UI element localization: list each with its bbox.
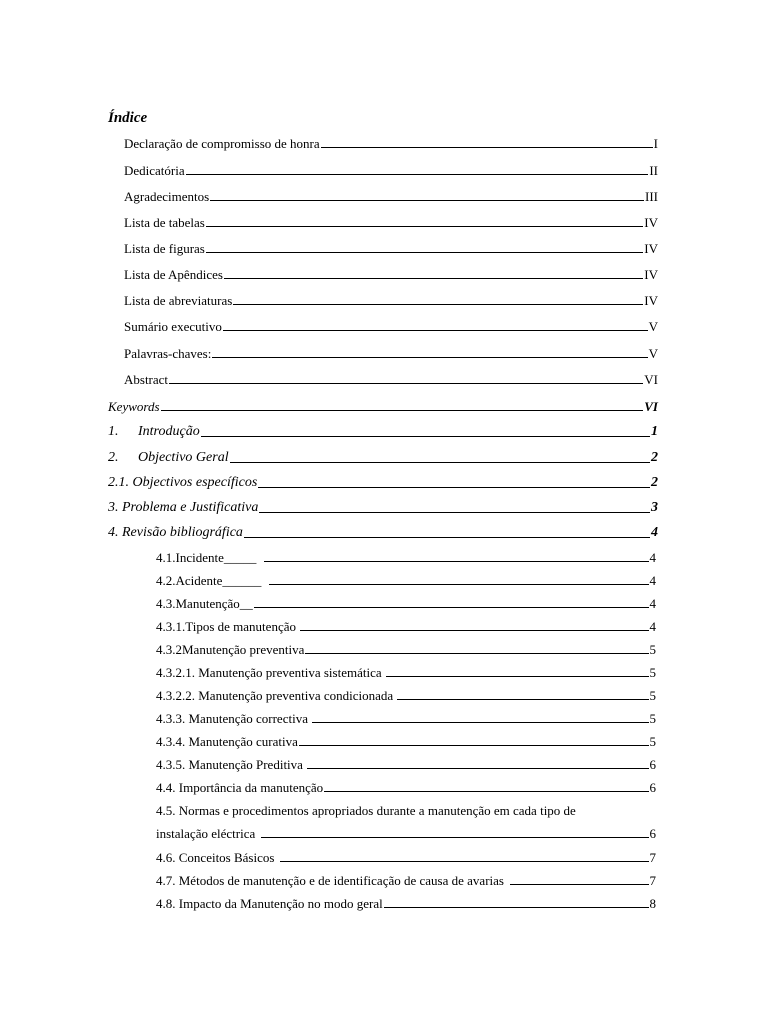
leader-line bbox=[258, 487, 650, 488]
toc-entry[interactable] bbox=[124, 373, 658, 386]
toc-entry-label: 4.6. Conceitos Básicos bbox=[156, 850, 275, 865]
toc-entry-page: 8 bbox=[649, 896, 656, 911]
toc-entry-label: Keywords bbox=[108, 399, 160, 414]
leader-line bbox=[230, 462, 650, 463]
toc-entry-label: 4.3.4. Manutenção curativa bbox=[156, 734, 298, 749]
leader-line bbox=[186, 174, 649, 175]
leader-line bbox=[324, 791, 648, 792]
leader-line bbox=[312, 722, 649, 723]
toc-entry-label: Lista de tabelas bbox=[124, 215, 205, 230]
leader-line bbox=[169, 383, 643, 384]
leader-line bbox=[397, 699, 648, 700]
toc-entry-page: 5 bbox=[649, 642, 656, 657]
toc-entry-label: 4.3.2.2. Manutenção preventiva condicionada bbox=[156, 688, 394, 703]
toc-entry-page: 7 bbox=[649, 873, 656, 888]
toc-entry-page: I bbox=[653, 136, 658, 151]
toc-subentry[interactable] bbox=[156, 689, 656, 702]
toc-entry[interactable] bbox=[124, 268, 658, 281]
toc-entry-label: 4.3.5. Manutenção Preditiva bbox=[156, 757, 303, 772]
toc-entry-page: IV bbox=[644, 241, 658, 256]
toc-entry-label: 4.3.1.Tipos de manutenção bbox=[156, 619, 296, 634]
leader-line bbox=[305, 653, 648, 654]
toc-subentry[interactable] bbox=[156, 827, 656, 840]
toc-entry-page: 3 bbox=[651, 500, 658, 515]
toc-entry-label: 4.3.2Manutenção preventiva bbox=[156, 642, 305, 657]
toc-entry-page: 6 bbox=[649, 780, 656, 795]
toc-entry-chapter[interactable] bbox=[108, 501, 658, 515]
leader-line bbox=[206, 252, 643, 253]
leader-line bbox=[264, 561, 648, 562]
leader-line bbox=[384, 907, 649, 908]
toc-entry-label: 4.3.3. Manutenção correctiva bbox=[156, 711, 308, 726]
toc-subentry[interactable] bbox=[156, 758, 656, 771]
toc-entry-label: Declaração de compromisso de honra bbox=[124, 136, 320, 151]
toc-subentry[interactable] bbox=[156, 643, 656, 656]
leader-line bbox=[223, 330, 648, 331]
toc-entry[interactable] bbox=[124, 294, 658, 307]
toc-entry-page: 2 bbox=[651, 475, 658, 490]
toc-entry-page: V bbox=[648, 346, 658, 361]
toc-entry-label: 4.3.Manutenção__ bbox=[156, 596, 253, 611]
toc-entry-page: 5 bbox=[649, 711, 656, 726]
leader-line bbox=[244, 537, 650, 538]
toc-entry-label: 3. Problema e Justificativa bbox=[108, 500, 259, 515]
toc-entry[interactable] bbox=[124, 137, 658, 150]
leader-line bbox=[510, 884, 649, 885]
leader-line bbox=[386, 676, 649, 677]
toc-subentry[interactable] bbox=[156, 781, 656, 794]
leader-line bbox=[259, 512, 650, 513]
leader-line bbox=[233, 304, 643, 305]
toc-subentry[interactable] bbox=[156, 874, 656, 887]
toc-entry-page: 4 bbox=[649, 573, 656, 588]
toc-entry-label: Palavras-chaves: bbox=[124, 346, 212, 361]
toc-entry-label: 4. Revisão bibliográfica bbox=[108, 525, 243, 540]
toc-entry-page: 5 bbox=[649, 665, 656, 680]
toc-entry-label: Sumário executivo bbox=[124, 319, 222, 334]
leader-line bbox=[300, 630, 649, 631]
toc-entry-page: 6 bbox=[649, 826, 656, 841]
toc-subentry[interactable] bbox=[156, 551, 656, 564]
toc-entry-label: 4.8. Impacto da Manutenção no modo geral bbox=[156, 896, 383, 911]
toc-subentry[interactable] bbox=[156, 897, 656, 910]
toc-entry-page: II bbox=[649, 163, 658, 178]
toc-entry-label: Lista de Apêndices bbox=[124, 267, 223, 282]
leader-line bbox=[299, 745, 649, 746]
toc-entry-label: 2.1. Objectivos específicos bbox=[108, 475, 258, 490]
leader-line bbox=[261, 837, 648, 838]
toc-entry-number: 1. bbox=[108, 424, 119, 439]
toc-entry[interactable] bbox=[124, 216, 658, 229]
leader-line bbox=[206, 226, 643, 227]
toc-entry-label: Agradecimentos bbox=[124, 189, 210, 204]
toc-entry-page: 7 bbox=[649, 850, 656, 865]
toc-entry-chapter[interactable] bbox=[108, 526, 658, 540]
toc-entry-label: 4.3.2.1. Manutenção preventiva sistemática bbox=[156, 665, 382, 680]
leader-line bbox=[201, 436, 650, 437]
toc-entry-chapter[interactable] bbox=[108, 451, 658, 465]
toc-entry-page: 6 bbox=[649, 757, 656, 772]
toc-entry-label: Objectivo Geral bbox=[138, 450, 229, 465]
toc-subentry[interactable] bbox=[156, 735, 656, 748]
toc-entry-label: instalação eléctrica bbox=[156, 826, 256, 841]
toc-entry-page: V bbox=[648, 319, 658, 334]
toc-entry-chapter[interactable] bbox=[108, 425, 658, 439]
toc-entry-label: Abstract bbox=[124, 372, 169, 387]
toc-subentry[interactable] bbox=[156, 712, 656, 725]
toc-entry-label: 4.4. Importância da manutenção bbox=[156, 780, 324, 795]
toc-entry-keywords[interactable] bbox=[108, 400, 658, 413]
leader-line bbox=[224, 278, 643, 279]
toc-entry-page: IV bbox=[644, 267, 658, 282]
toc-entry-page: 4 bbox=[649, 550, 656, 565]
toc-entry[interactable] bbox=[124, 320, 658, 333]
toc-subentry[interactable] bbox=[156, 574, 656, 587]
toc-entry-label: Dedicatória bbox=[124, 163, 185, 178]
toc-entry-label: 4.7. Métodos de manutenção e de identificação de causa de avarias bbox=[156, 873, 504, 888]
toc-entry[interactable] bbox=[124, 190, 658, 203]
toc-entry-chapter[interactable] bbox=[108, 476, 658, 490]
toc-entry-page: 4 bbox=[649, 596, 656, 611]
toc-entry-page: 4 bbox=[649, 619, 656, 634]
toc-entry-page: 5 bbox=[649, 734, 656, 749]
toc-title: Índice bbox=[108, 110, 148, 126]
toc-entry-page: 2 bbox=[651, 450, 658, 465]
toc-entry-page: IV bbox=[644, 293, 658, 308]
leader-line bbox=[269, 584, 648, 585]
toc-entry-number: 2. bbox=[108, 450, 119, 465]
toc-subentry[interactable] bbox=[156, 851, 656, 864]
toc-subentry[interactable] bbox=[156, 597, 656, 610]
toc-entry-page: IV bbox=[644, 215, 658, 230]
toc-entry[interactable] bbox=[124, 164, 658, 177]
leader-line bbox=[210, 200, 644, 201]
toc-entry[interactable] bbox=[124, 347, 658, 360]
toc-subentry-line1[interactable]: 4.5. Normas e procedimentos apropriados durante a manutenção em cada tipo de bbox=[156, 803, 576, 818]
leader-line bbox=[212, 357, 647, 358]
toc-entry-page: III bbox=[645, 189, 658, 204]
toc-entry-page: 5 bbox=[649, 688, 656, 703]
toc-entry-label: Lista de figuras bbox=[124, 241, 205, 256]
toc-entry-page: VI bbox=[644, 372, 658, 387]
toc-subentry[interactable] bbox=[156, 666, 656, 679]
leader-line bbox=[254, 607, 649, 608]
leader-line bbox=[307, 768, 649, 769]
toc-entry-page: 1 bbox=[651, 424, 658, 439]
toc-entry-label: Lista de abreviaturas bbox=[124, 293, 233, 308]
leader-line bbox=[280, 861, 648, 862]
toc-entry-page: VI bbox=[644, 399, 658, 414]
toc-entry-label: 4.2.Acidente______ bbox=[156, 573, 262, 588]
toc-entry-label: Introdução bbox=[138, 424, 200, 439]
toc-entry[interactable] bbox=[124, 242, 658, 255]
toc-entry-label: 4.1.Incidente_____ bbox=[156, 550, 257, 565]
leader-line bbox=[161, 410, 644, 411]
leader-line bbox=[321, 147, 653, 148]
toc-subentry[interactable] bbox=[156, 620, 656, 633]
toc-entry-page: 4 bbox=[651, 525, 658, 540]
